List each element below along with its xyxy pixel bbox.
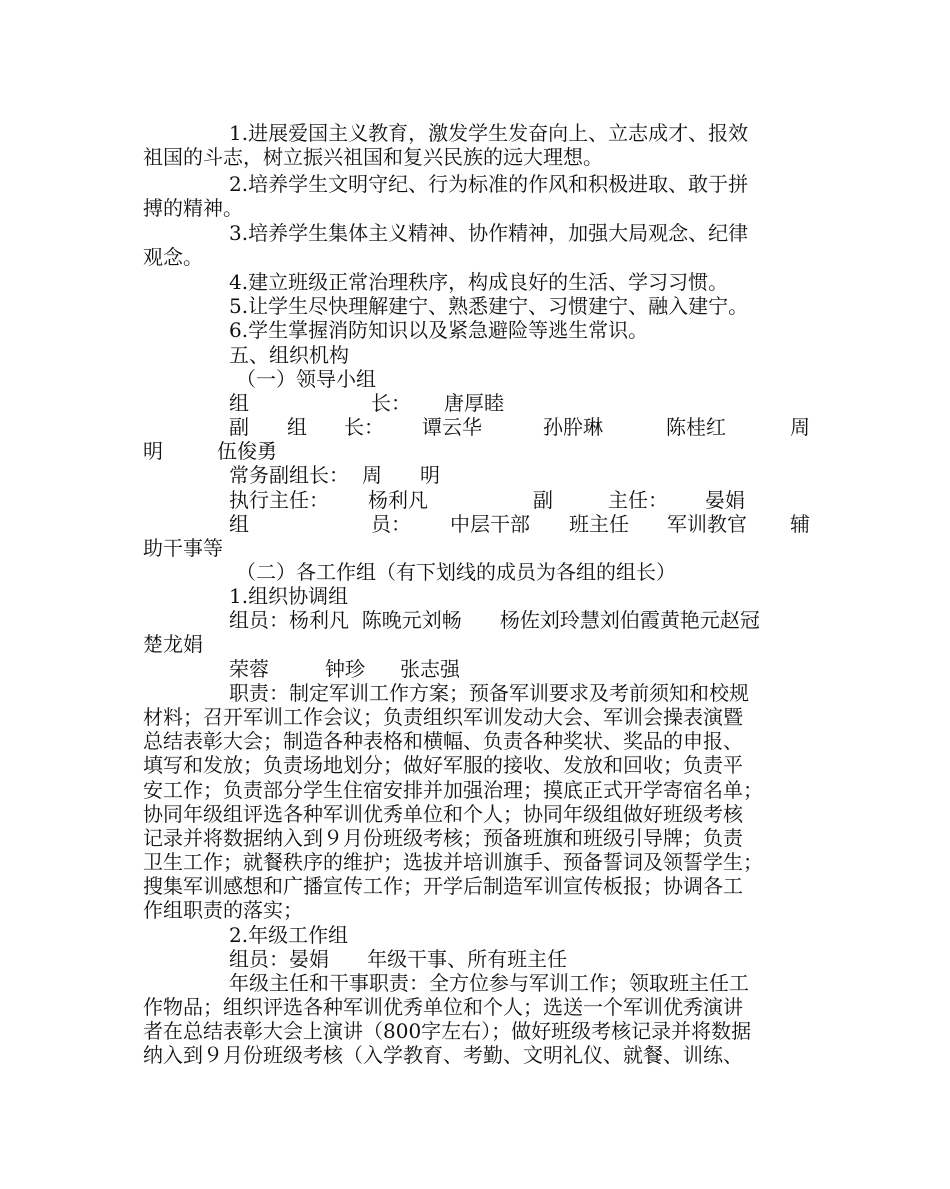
member-name: 荣蓉 xyxy=(229,657,269,681)
member-name: 周 xyxy=(790,415,810,439)
label-zhang: 长： xyxy=(371,391,411,415)
member-name: 晏娟 xyxy=(705,488,745,512)
paragraph-line: 安工作；负责部分学生住宿安排并加强治理；摸底正式开学寄宿名单； xyxy=(143,778,763,802)
member-name: 明 xyxy=(420,463,440,487)
label-changwu: 常务副组长： xyxy=(229,463,349,487)
label-zu: 组 xyxy=(287,415,307,439)
paragraph-line: 楚龙娟 xyxy=(143,632,203,656)
paragraph-line: 年级主任和干事职责：全方位参与军训工作；领取班主任工 xyxy=(229,971,749,995)
paragraph-line: 3.培养学生集体主义精神、协作精神，加强大局观念、纪律 xyxy=(229,221,749,245)
paragraph-line: 者在总结表彰大会上演讲（800字左右）；做好班级考核记录并将数据 xyxy=(143,1019,752,1043)
label-zu: 组 xyxy=(229,512,249,536)
member-name: 周 xyxy=(362,463,382,487)
member-group: 中层干部 xyxy=(450,512,530,536)
paragraph-line: 搜集军训感想和广播宣传工作；开学后制造军训宣传板报；协调各工 xyxy=(143,874,743,898)
member-name: 杨利凡 xyxy=(368,488,428,512)
paragraph-line: 纳入到９月份班级考核（入学教育、考勤、文明礼仪、就餐、训练、 xyxy=(143,1043,743,1067)
section-heading: 五、组织机构 xyxy=(229,343,349,367)
member-name: 张志强 xyxy=(400,657,460,681)
label-yuan: 员： xyxy=(371,512,411,536)
label-zhixing: 执行主任： xyxy=(229,488,329,512)
member-group: 辅 xyxy=(790,512,810,536)
member-name: 谭云华 xyxy=(422,415,482,439)
label-zhang: 长： xyxy=(344,415,384,439)
label-zu: 组 xyxy=(229,391,249,415)
paragraph-line: 祖国的斗志，树立振兴祖国和复兴民族的远大理想。 xyxy=(143,145,603,169)
paragraph-line: 搏的精神。 xyxy=(143,196,243,220)
group-heading: 2.年级工作组 xyxy=(229,923,349,947)
member-name: 孙肸琳 xyxy=(543,415,603,439)
paragraph-line: 协同年级组评选各种军训优秀单位和个人；协同年级组做好班级考核 xyxy=(143,802,743,826)
label-fu: 副 xyxy=(229,415,249,439)
paragraph-line: 4.建立班级正常治理秩序，构成良好的生活、学习习惯。 xyxy=(229,270,729,294)
paragraph-line: 职责：制定军训工作方案；预备军训要求及考前须知和校规 xyxy=(229,681,749,705)
member-group: 助干事等 xyxy=(143,536,223,560)
member-name: 明 xyxy=(143,439,163,463)
member-name: 伍俊勇 xyxy=(217,439,277,463)
subsection-heading: （二）各工作组（有下划线的成员为各组的组长） xyxy=(236,560,676,584)
label-fu: 副 xyxy=(533,488,553,512)
paragraph-line: 作物品；组织评选各种军训优秀单位和个人；选送一个军训优秀演讲 xyxy=(143,995,743,1019)
subsection-heading: （一）领导小组 xyxy=(236,367,376,391)
label-zhuren: 主任： xyxy=(608,488,668,512)
paragraph-line: 填写和发放；负责场地划分；做好军服的接收、发放和回收；负责平 xyxy=(143,753,743,777)
member-group: 班主任 xyxy=(569,512,629,536)
member-name: 钟珍 xyxy=(325,657,365,681)
paragraph-line: 作组职责的落实； xyxy=(143,898,303,922)
member-group: 军训教官 xyxy=(667,512,747,536)
member-name: 陈桂红 xyxy=(666,415,726,439)
paragraph-line: 卫生工作；就餐秩序的维护；选拔并培训旗手、预备誓词及领誓学生； xyxy=(143,850,763,874)
paragraph-line: 2.培养学生文明守纪、行为标准的作风和积极进取、敢于拼 xyxy=(229,172,749,196)
leader-name: 唐厚睦 xyxy=(444,391,504,415)
paragraph-line: 1.进展爱国主义教育，激发学生发奋向上、立志成才、报效 xyxy=(229,121,749,145)
paragraph-line: 6.学生掌握消防知识以及紧急避险等逃生常识。 xyxy=(229,318,649,342)
paragraph-line: 5.让学生尽快理解建宁、熟悉建宁、习惯建宁、融入建宁。 xyxy=(229,294,749,318)
paragraph-line: 组员：晏娟 年级干事、所有班主任 xyxy=(229,947,568,971)
paragraph-line: 观念。 xyxy=(143,245,203,269)
paragraph-line: 材料；召开军训工作会议；负责组织军训发动大会、军训会操表演暨 xyxy=(143,705,743,729)
paragraph-line: 组员：杨利凡 陈晚元刘畅 杨佐刘玲慧刘伯霞黄艳元赵冠 xyxy=(229,608,760,632)
paragraph-line: 总结表彰大会；制造各种表格和横幅、负责各种奖状、奖品的申报、 xyxy=(143,729,743,753)
group-heading: 1.组织协调组 xyxy=(229,584,349,608)
paragraph-line: 记录并将数据纳入到９月份班级考核；预备班旗和班级引导牌；负责 xyxy=(143,826,743,850)
